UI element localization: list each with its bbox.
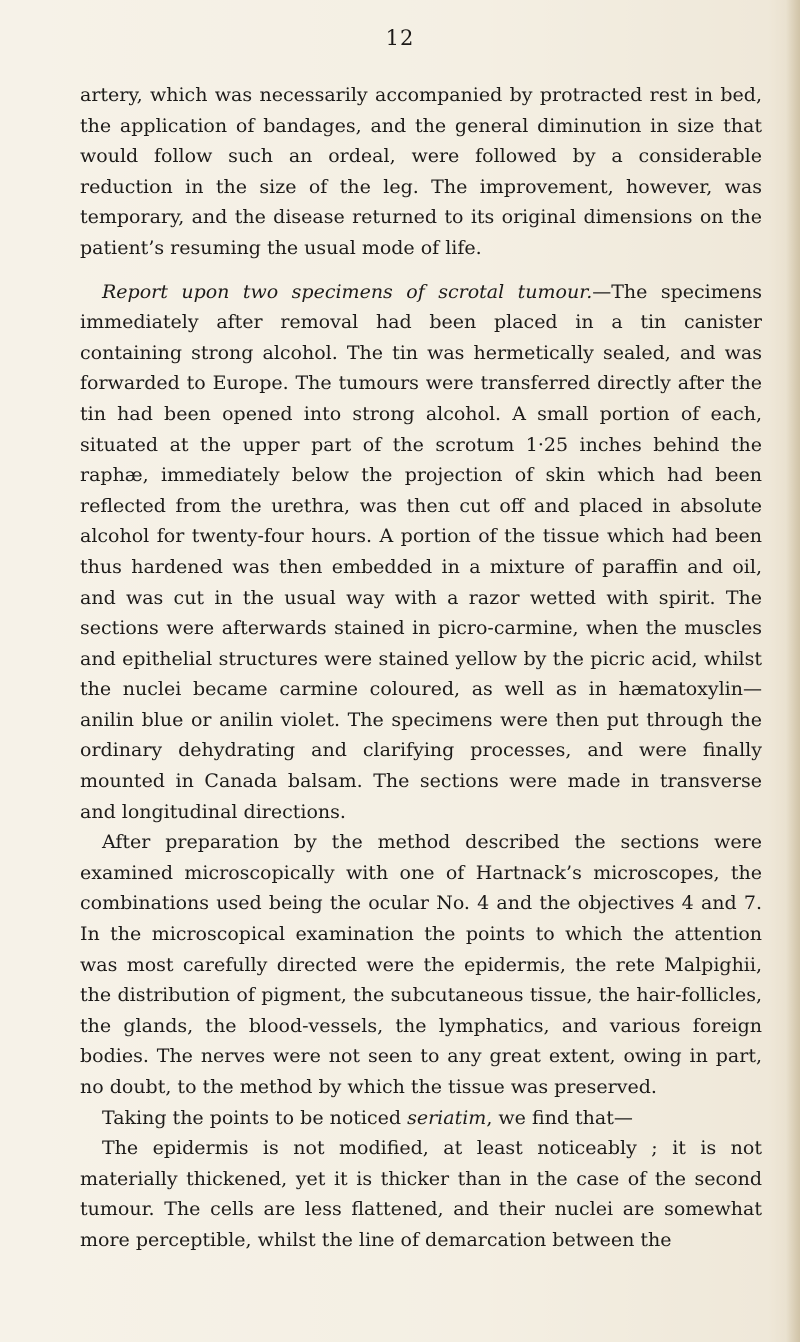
paragraph-text-after: , we find that— (486, 1106, 633, 1129)
paragraph-text: —The specimens immediately after removal had been placed in a tin canister containing strong alcohol. The tin was hermetically sealed, and was forwarded to Europe. The tumours were transferred directly after the tin had been opened into strong alcohol. A small portion of each, situated at the upper part of the scrotum 1·25 inches behind the raphæ, immediately below the projection of skin which had been reflected from the urethra, was then cut off and placed in absolute alcohol for twenty-four hours. A portion of the tissue which had been thus hardened was then embedded in a mixture of paraffin and oil, and was cut in the usual way with a razor wetted with spirit. The sections were afterwards stained in picro-carmine, when the muscles and epithelial structures were stained yellow by the picric acid, whilst the nuclei became carmine coloured, as well as in hæmatoxylin—anilin blue or anilin violet. The specimens were then put through the ordinary dehydrating and clarifying processes, and were finally mounted in Canada balsam. The sections were made in transverse and longitudinal directions. (80, 280, 762, 823)
page-edge-shadow (786, 0, 800, 1342)
section-heading: Report upon two specimens of scrotal tumour. (102, 280, 593, 303)
paragraph-epidermis (80, 1133, 762, 1255)
body-text (80, 80, 762, 1256)
paragraph-text: After preparation by the method described the sections were examined microscopically with one of Hartnack’s microscopes, the combinations used being the ocular No. 4 and the objectives 4 and 7. In the microscopical examination the points to which the attention was most carefully directed were the epidermis, the rete Malpighii, the distribution of pigment, the subcutaneous tissue, the hair-follicles, the glands, the blood-vessels, the lymphatics, and various foreign bodies. The nerves were not seen to any great extent, owing in part, no doubt, to the method by which the tissue was preserved. (80, 831, 762, 1098)
paragraph-seriatim (80, 1103, 762, 1134)
paragraph-text: The epidermis is not modified, at least noticeably ; it is not materially thickened, yet it is thicker than in the case of the second tumour. The cells are less flattened, and their nuclei are somewhat more perceptible, whilst the line of demarcation between the (80, 1137, 762, 1251)
paragraph-microscopy (80, 827, 762, 1102)
paragraph-report (80, 277, 762, 828)
paragraph-continuation (80, 80, 762, 264)
page-number: 12 (385, 26, 415, 50)
italic-term: seriatim (407, 1106, 487, 1129)
paragraph-text: artery, which was necessarily accompanied by protracted rest in bed, the application of bandages, and the general diminution in size that would follow such an ordeal, were followed by a considerable reduction in the size of the leg. The improvement, however, was temporary, and the disease returned to its original dimensions on the patient’s resuming the usual mode of life. (80, 84, 762, 259)
paragraph-text-before: Taking the points to be noticed (102, 1106, 408, 1129)
